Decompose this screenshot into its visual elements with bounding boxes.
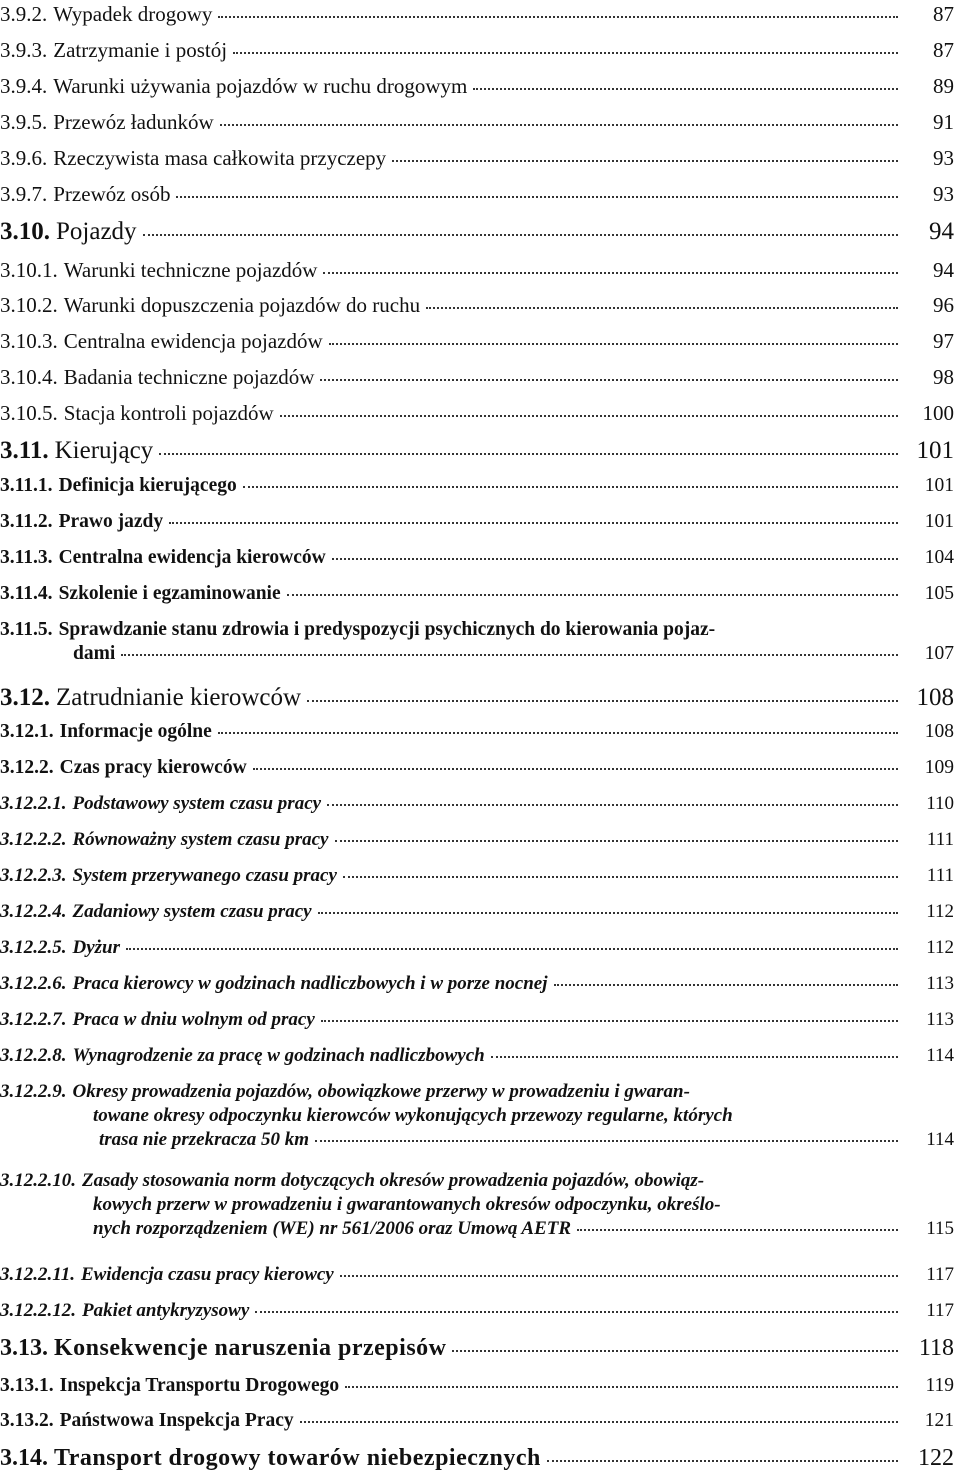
toc-entry-page-number: 93 [933,146,954,170]
toc-entry-number: 3.12.2.2. [0,829,67,850]
dot-leader [332,558,898,560]
dot-leader [327,804,898,806]
toc-entry[interactable] [0,684,960,712]
dot-leader [491,1056,898,1058]
toc-entry[interactable] [0,757,960,779]
toc-entry[interactable] [0,829,960,851]
toc-entry-title: Praca kierowcy w godzinach nadliczbowych i w porze nocnej [72,973,548,994]
toc-entry[interactable] [0,1045,960,1067]
toc-entry-number: 3.12.2.9. [0,1081,67,1102]
toc-entry-number: 3.9.5. [0,110,48,134]
toc-entry-title: Kierujący [54,437,154,464]
toc-entry[interactable] [0,865,960,887]
toc-entry-number: 3.13. [0,1335,48,1361]
toc-entry-number: 3.9.3. [0,38,48,62]
dot-leader [280,415,898,417]
toc-entry-number: 3.12.2.3. [0,865,67,886]
toc-entry-title: Stacja kontroli pojazdów [63,401,274,425]
toc-entry-title: Centralna ewidencja kierowców [58,547,326,568]
dot-leader [452,1350,898,1352]
toc-entry-title: Pakiet antykryzysowy [82,1300,250,1321]
toc-entry-title: Równoważny system czasu pracy [72,829,329,850]
toc-entry-page-number: 111 [926,865,954,886]
toc-entry-title: Informacje ogólne [59,721,212,742]
toc-entry-title: Wypadek drogowy [53,2,213,26]
toc-entry-title: Zasady stosowania norm dotyczących okresów prowadzenia pojazdów, obowiąz- [82,1170,705,1191]
toc-entry-page-number: 112 [926,901,954,922]
dot-leader [323,272,898,274]
toc-entry[interactable] [0,937,960,959]
toc-entry-page-number: 101 [924,475,954,496]
dot-leader [321,1020,898,1022]
toc-entry-page-number: 94 [933,258,954,282]
toc-entry[interactable] [0,1300,960,1322]
toc-entry-page-number: 111 [926,829,954,850]
toc-entry-number: 3.10.1. [0,258,58,282]
toc-entry-page-number: 115 [926,1218,954,1239]
dot-leader [126,948,898,950]
toc-entry[interactable] [0,1375,960,1397]
dot-leader [121,654,898,656]
toc-entry-page-number: 117 [926,1300,954,1321]
dot-leader [554,984,899,986]
toc-entry-title: Warunki techniczne pojazdów [63,258,318,282]
toc-entry[interactable] [0,547,960,569]
toc-entry-title: towane okresy odpoczynku kierowców wykonujących przewozy regularne, których [93,1105,733,1126]
toc-entry[interactable] [0,1445,960,1472]
toc-entry-title: Praca w dniu wolnym od pracy [72,1009,315,1030]
toc-entry-page-number: 114 [926,1045,954,1066]
toc-entry[interactable] [0,1410,960,1432]
toc-entry-number: 3.11. [0,437,49,464]
toc-entry-number: 3.10. [0,218,50,245]
toc-entry-page-number: 87 [933,38,954,62]
toc-entry-title: Podstawowy system czasu pracy [72,793,322,814]
toc-entry[interactable] [0,110,960,135]
toc-entry-title: Przewóz ładunków [53,110,214,134]
toc-entry[interactable] [0,1009,960,1031]
toc-entry-number: 3.12.1. [0,721,54,742]
toc-entry-title: System przerywanego czasu pracy [72,865,337,886]
toc-entry-page-number: 112 [926,937,954,958]
dot-leader [392,160,898,162]
toc-entry-page-number: 113 [926,1009,954,1030]
toc-entry-page-number: 110 [926,793,954,814]
toc-entry[interactable] [0,365,960,390]
toc-entry[interactable] [0,218,960,246]
toc-entry-page-number: 87 [933,2,954,26]
toc-entry-number: 3.10.2. [0,293,58,317]
toc-entry-number: 3.9.6. [0,146,48,170]
toc-entry-title: nych rozporządzeniem (WE) nr 561/2006 oraz Umową AETR [93,1218,572,1239]
toc-entry-number: 3.12.2.4. [0,901,67,922]
dot-leader [243,486,898,488]
toc-entry[interactable] [0,2,960,27]
toc-entry-title: Państwowa Inspekcja Pracy [59,1410,294,1431]
toc-entry-title: Definicja kierującego [58,475,237,496]
toc-entry-page-number: 97 [933,329,954,353]
toc-entry[interactable] [0,793,960,815]
toc-entry-number: 3.13.2. [0,1410,54,1431]
toc-entry-page-number: 93 [933,182,954,206]
toc-entry-page-number: 118 [918,1335,954,1361]
toc-entry-title: dami [73,643,116,664]
dot-leader [340,1275,898,1277]
dot-leader [255,1311,898,1313]
toc-entry-title: Ewidencja czasu pracy kierowcy [80,1264,334,1285]
toc-entry-number: 3.9.4. [0,74,48,98]
dot-leader [169,522,898,524]
toc-entry[interactable] [0,146,960,171]
toc-entry-title: Badania techniczne pojazdów [63,365,315,389]
toc-entry-page-number: 101 [924,511,954,532]
toc-entry-title: Wynagrodzenie za pracę w godzinach nadliczbowych [72,1045,485,1066]
toc-entry-title: Zadaniowy system czasu pracy [72,901,312,922]
toc-entry-number: 3.12.2.7. [0,1009,67,1030]
toc-entry-number: 3.12.2.11. [0,1264,75,1285]
toc-entry-page-number: 98 [933,365,954,389]
toc-entry-page-number: 122 [918,1445,954,1471]
toc-entry-number: 3.11.4. [0,583,53,604]
dot-leader [318,912,898,914]
dot-leader [315,1140,898,1142]
toc-entry-title: kowych przerw w prowadzeniu i gwarantowanych okresów odpoczynku, określo- [93,1194,721,1215]
dot-leader [233,52,898,54]
toc-entry-title: Transport drogowy towarów niebezpiecznych [54,1445,541,1471]
toc-entry-number: 3.12.2.1. [0,793,67,814]
toc-entry-title: Przewóz osób [53,182,171,206]
toc-entry-page-number: 107 [924,643,954,664]
dot-leader [220,124,898,126]
toc-entry-number: 3.10.5. [0,401,58,425]
toc-entry-page-number: 113 [926,973,954,994]
toc-entry-number: 3.10.4. [0,365,58,389]
toc-entry-title: Warunki dopuszczenia pojazdów do ruchu [63,293,421,317]
toc-entry-number: 3.12.2. [0,757,54,778]
toc-entry-title: Warunki używania pojazdów w ruchu drogowym [53,74,468,98]
toc-entry[interactable] [0,583,960,605]
toc-entry[interactable] [0,721,960,743]
toc-entry-page-number: 105 [924,583,954,604]
toc-entry-page-number: 96 [933,293,954,317]
toc-entry[interactable] [0,619,960,665]
toc-entry[interactable] [0,1170,960,1240]
toc-entry[interactable] [0,329,960,354]
dot-leader [253,768,898,770]
toc-entry-number: 3.11.2. [0,511,53,532]
toc-entry-title: Czas pracy kierowców [59,757,247,778]
dot-leader [335,840,899,842]
toc-entry-page-number: 119 [925,1375,954,1396]
toc-entry[interactable] [0,74,960,99]
toc-entry-number: 3.12.2.12. [0,1300,76,1321]
toc-entry-number: 3.14. [0,1445,48,1471]
toc-entry-page-number: 89 [933,74,954,98]
dot-leader [473,88,898,90]
toc-entry[interactable] [0,38,960,63]
dot-leader [577,1229,898,1231]
dot-leader [287,594,898,596]
toc-entry-title: Konsekwencje naruszenia przepisów [54,1335,447,1361]
toc-entry-number: 3.13.1. [0,1375,54,1396]
toc-entry-title: Zatrudnianie kierowców [56,684,302,711]
toc-entry-page-number: 104 [924,547,954,568]
toc-entry-number: 3.12.2.10. [0,1170,76,1191]
toc-entry-page-number: 109 [924,757,954,778]
toc-entry-page-number: 108 [916,684,954,711]
dot-leader [345,1386,898,1388]
toc-entry[interactable] [0,293,960,318]
toc-entry-page-number: 91 [933,110,954,134]
toc-entry-title: Prawo jazdy [58,511,164,532]
dot-leader [307,700,898,702]
toc-entry-page-number: 114 [926,1129,954,1150]
dot-leader [176,196,898,198]
toc-entry-title: Inspekcja Transportu Drogowego [59,1375,340,1396]
dot-leader [547,1460,898,1462]
toc-entry-page-number: 94 [929,218,954,245]
toc-entry-title: Zatrzymanie i postój [53,38,228,62]
toc-entry-page-number: 100 [922,401,954,425]
toc-entry-number: 3.11.3. [0,547,53,568]
toc-entry-number: 3.9.7. [0,182,48,206]
dot-leader [300,1421,898,1423]
toc-entry[interactable] [0,401,960,426]
toc-entry-number: 3.12.2.5. [0,937,67,958]
dot-leader [329,343,898,345]
toc-entry[interactable] [0,973,960,995]
toc-entry-number: 3.12. [0,684,50,711]
toc-entry[interactable] [0,437,960,465]
toc-entry-page-number: 108 [924,721,954,742]
toc-entry-title: trasa nie przekracza 50 km [99,1129,310,1150]
toc-entry-title: Sprawdzanie stanu zdrowia i predyspozycji psychicznych do kierowania pojaz- [58,619,716,640]
toc-entry[interactable] [0,1264,960,1286]
toc-entry-title: Rzeczywista masa całkowita przyczepy [53,146,387,170]
toc-entry-number: 3.10.3. [0,329,58,353]
toc-entry-number: 3.9.2. [0,2,48,26]
toc-entry-page-number: 117 [926,1264,954,1285]
toc-entry[interactable] [0,182,960,207]
toc-entry-title: Szkolenie i egzaminowanie [58,583,281,604]
toc-entry[interactable] [0,258,960,283]
toc-entry[interactable] [0,1081,960,1151]
toc-entry[interactable] [0,1335,960,1362]
toc-entry-page-number: 101 [916,437,954,464]
toc-entry-title: Centralna ewidencja pojazdów [63,329,323,353]
toc-entry-title: Dyżur [72,937,121,958]
toc-entry[interactable] [0,475,960,497]
dot-leader [218,732,898,734]
toc-entry[interactable] [0,901,960,923]
dot-leader [426,307,898,309]
toc-entry[interactable] [0,511,960,533]
toc-entry-number: 3.11.5. [0,619,53,640]
toc-entry-number: 3.11.1. [0,475,53,496]
dot-leader [218,16,898,18]
toc-entry-page-number: 121 [924,1410,954,1431]
dot-leader [143,234,898,236]
dot-leader [343,876,898,878]
toc-entry-number: 3.12.2.8. [0,1045,67,1066]
dot-leader [320,379,898,381]
toc-entry-number: 3.12.2.6. [0,973,67,994]
toc-entry-title: Pojazdy [56,218,137,245]
toc-entry-title: Okresy prowadzenia pojazdów, obowiązkowe przerwy w prowadzeniu i gwaran- [72,1081,690,1102]
dot-leader [159,453,898,455]
